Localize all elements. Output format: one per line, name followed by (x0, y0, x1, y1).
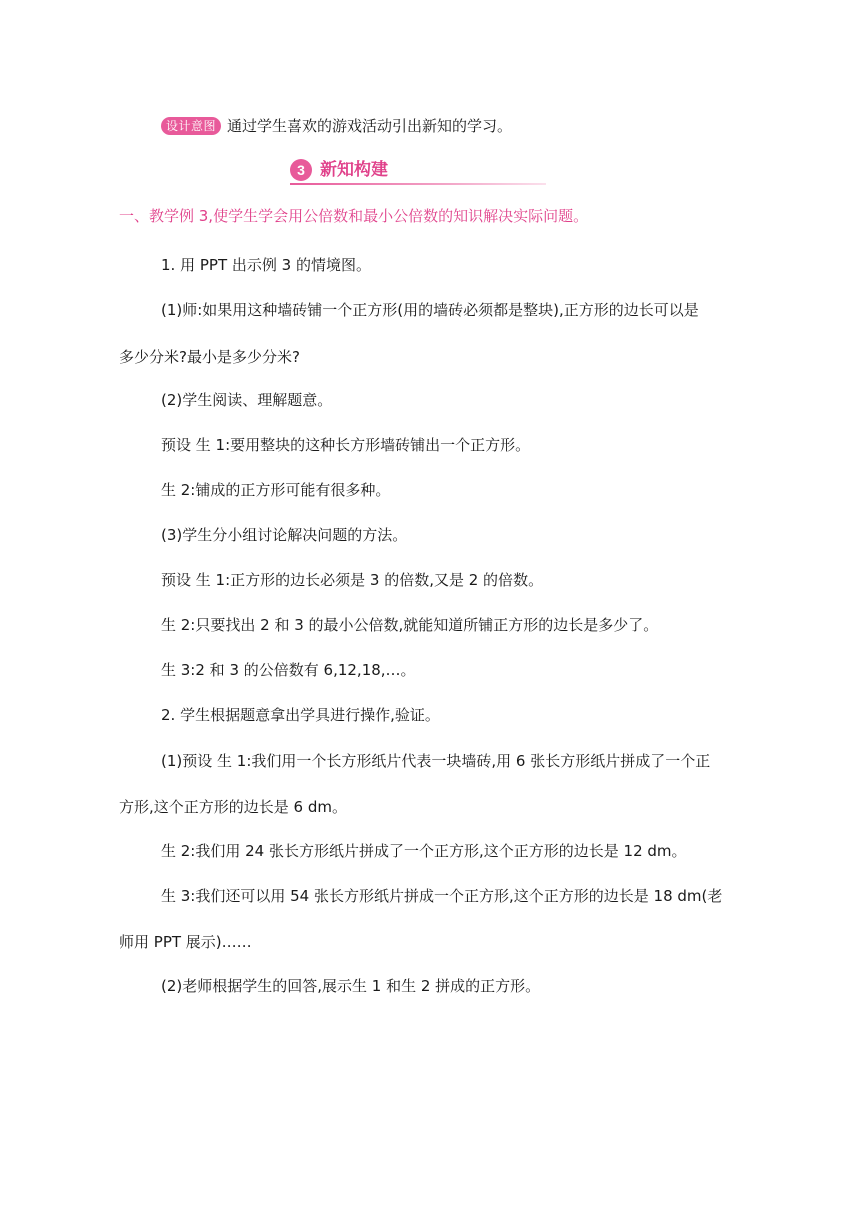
body-line: 多少分米?最小是多少分米? (119, 348, 300, 366)
body-line: 生 2:我们用 24 张长方形纸片拼成了一个正方形,这个正方形的边长是 12 dm。 (161, 842, 687, 860)
body-line: 生 3:2 和 3 的公倍数有 6,12,18,…。 (161, 661, 416, 679)
design-intent-note (161, 115, 512, 136)
section-header (290, 158, 546, 188)
section-number-badge: 3 (290, 159, 312, 181)
body-line: (2)老师根据学生的回答,展示生 1 和生 2 拼成的正方形。 (161, 977, 541, 995)
design-intent-badge: 设计意图 (161, 117, 221, 135)
section-title: 新知构建 (320, 160, 388, 180)
design-intent-text: 通过学生喜欢的游戏活动引出新知的学习。 (227, 117, 513, 135)
section-underline (290, 183, 546, 185)
lesson-heading: 一、教学例 3,使学生学会用公倍数和最小公倍数的知识解决实际问题。 (119, 207, 589, 225)
body-line: 师用 PPT 展示)…… (119, 933, 252, 951)
body-line: (1)师:如果用这种墙砖铺一个正方形(用的墙砖必须都是整块),正方形的边长可以是 (161, 301, 699, 319)
body-line: 生 2:铺成的正方形可能有很多种。 (161, 481, 391, 499)
body-line: 预设 生 1:正方形的边长必须是 3 的倍数,又是 2 的倍数。 (161, 571, 544, 589)
body-line: 预设 生 1:要用整块的这种长方形墙砖铺出一个正方形。 (161, 436, 531, 454)
body-line: (1)预设 生 1:我们用一个长方形纸片代表一块墙砖,用 6 张长方形纸片拼成了一个正 (161, 752, 711, 770)
body-line: (2)学生阅读、理解题意。 (161, 391, 333, 409)
body-line: 生 2:只要找出 2 和 3 的最小公倍数,就能知道所铺正方形的边长是多少了。 (161, 616, 659, 634)
body-line: 1. 用 PPT 出示例 3 的情境图。 (161, 256, 371, 274)
body-line: 2. 学生根据题意拿出学具进行操作,验证。 (161, 706, 440, 724)
body-line: 方形,这个正方形的边长是 6 dm。 (119, 798, 347, 816)
body-line: 生 3:我们还可以用 54 张长方形纸片拼成一个正方形,这个正方形的边长是 18 dm(老 (161, 887, 723, 905)
body-line: (3)学生分小组讨论解决问题的方法。 (161, 526, 408, 544)
